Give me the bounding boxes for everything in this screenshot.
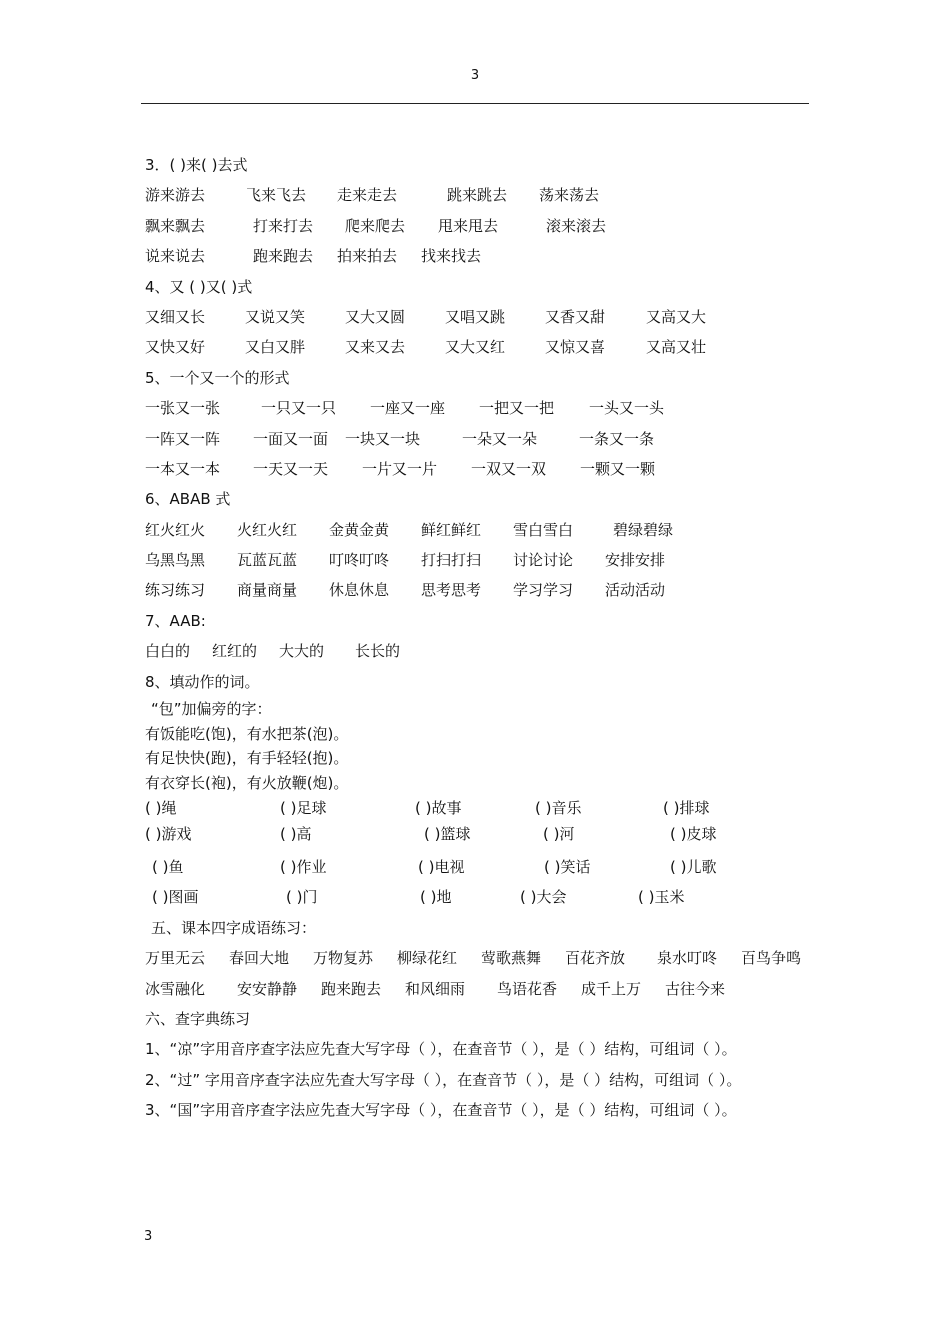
section5-row-3 (145, 454, 825, 484)
idiom: 安安静静 (237, 979, 298, 998)
fill-row-4 (145, 882, 825, 912)
fill-blank: ( )高 (280, 825, 312, 844)
part5-title: 五、课本四字成语练习： (151, 918, 317, 937)
section8-subtitle: “包”加偏旁的字： (151, 700, 272, 719)
word: 鲜红鲜红 (421, 520, 482, 539)
fill-blank: ( )笑话 (544, 858, 591, 877)
section3-row-3 (145, 241, 825, 271)
fill-blank: ( )篮球 (424, 825, 471, 844)
fill-blank: ( )游戏 (145, 825, 192, 844)
fill-blank: ( )作业 (280, 858, 327, 877)
idiom: 跑来跑去 (321, 979, 382, 998)
section3-title: 3．( )来( )去式 (145, 156, 248, 174)
word: 一座又一座 (370, 399, 446, 418)
word: 荡来荡去 (539, 186, 600, 205)
word: 叮咚叮咚 (329, 551, 390, 570)
idiom: 万里无云 (145, 949, 206, 968)
question-3: 3、“国”字用音序查字法应先查大写字母（ ），在查音节（ ），是（ ）结构，可组词（ ）。 (145, 1101, 737, 1120)
section6-title: 6、ABAB 式 (145, 490, 231, 509)
idiom: 和风细雨 (405, 979, 466, 998)
word: 又大又红 (445, 338, 506, 357)
fill-blank: ( )河 (543, 825, 575, 844)
word: 一片又一片 (362, 459, 438, 478)
word: 拍来拍去 (337, 247, 398, 266)
word: 乌黑鸟黑 (145, 551, 206, 570)
word: 说来说去 (145, 247, 206, 266)
word: 又惊又喜 (545, 338, 606, 357)
word: 又高又大 (646, 307, 707, 326)
idiom: 冰雪融化 (145, 979, 206, 998)
word: 又高又壮 (646, 338, 707, 357)
word: 甩来甩去 (438, 216, 499, 235)
word: 碧绿碧绿 (613, 520, 674, 539)
word: 长长的 (355, 642, 401, 661)
section7-title: 7、AAB: (145, 611, 206, 630)
word: 打扫打扫 (421, 551, 482, 570)
word: 一颗又一颗 (580, 459, 656, 478)
idiom: 莺歌燕舞 (481, 949, 542, 968)
word: 爬来爬去 (345, 216, 406, 235)
word: 找来找去 (421, 247, 482, 266)
fill-blank: ( )大会 (520, 888, 567, 907)
word: 飘来飘去 (145, 216, 206, 235)
idiom: 泉水叮咚 (657, 949, 718, 968)
word: 火红火红 (237, 520, 298, 539)
word: 又细又长 (145, 307, 206, 326)
idiom: 成千上万 (581, 979, 642, 998)
fill-blank: ( )地 (420, 888, 452, 907)
word: 又说又笑 (245, 307, 306, 326)
word: 学习学习 (513, 581, 574, 600)
section8-title: 8、填动作的词。 (145, 672, 260, 691)
fill-blank: ( )电视 (418, 858, 465, 877)
idiom: 春回大地 (229, 949, 290, 968)
word: 一条又一条 (579, 429, 655, 448)
word: 大大的 (279, 642, 325, 661)
fill-blank: ( )排球 (663, 799, 710, 818)
fill-row-2 (145, 822, 825, 852)
question-1: 1、“凉”字用音序查字法应先查大写字母（ ），在查音节（ ），是（ ）结构，可组词（ ）。 (145, 1040, 737, 1059)
word: 练习练习 (145, 581, 206, 600)
word: 又白又胖 (245, 338, 306, 357)
fill-blank: ( )故事 (415, 799, 462, 818)
word: 飞来飞去 (246, 186, 307, 205)
section4-title: 4、又 ( )又( )式 (145, 277, 253, 296)
section8-line-1: 有饭能吃(饱)，有水把茶(泡)。 (145, 724, 349, 743)
part6-title: 六、查字典练习 (145, 1009, 251, 1028)
word: 一双又一双 (471, 459, 547, 478)
word: 休息休息 (329, 581, 390, 600)
word: 又来又去 (345, 338, 406, 357)
section5-row-2 (145, 424, 825, 454)
document-body (145, 150, 825, 1126)
word: 一块又一块 (345, 429, 421, 448)
fill-blank: ( )鱼 (152, 858, 184, 877)
idiom: 万物复苏 (313, 949, 374, 968)
fill-blank: ( )门 (286, 888, 318, 907)
page-number-bottom: 3 (144, 1229, 153, 1244)
section6-row-1 (145, 515, 825, 545)
word: 走来走去 (337, 186, 398, 205)
section5-row-1 (145, 393, 825, 423)
word: 又香又甜 (545, 307, 606, 326)
word: 红火红火 (145, 520, 206, 539)
word: 一只又一只 (261, 399, 337, 418)
section3-row-1 (145, 180, 825, 210)
section4-row-2 (145, 332, 825, 362)
fill-blank: ( )音乐 (535, 799, 582, 818)
header-rule (141, 103, 809, 104)
fill-row-3 (145, 852, 825, 882)
section7-row-1 (145, 636, 825, 666)
fill-blank: ( )足球 (280, 799, 327, 818)
word: 滚来滚去 (546, 216, 607, 235)
word: 白白的 (145, 642, 191, 661)
question-2: 2、“过” 字用音序查字法应先查大写字母（ ），在查音节（ ），是（ ）结构，可组词（ ）。 (145, 1070, 742, 1089)
word: 跑来跑去 (253, 247, 314, 266)
word: 又大又圆 (345, 307, 406, 326)
fill-blank: ( )皮球 (670, 825, 717, 844)
word: 又快又好 (145, 338, 206, 357)
word: 一把又一把 (479, 399, 555, 418)
word: 游来游去 (145, 186, 206, 205)
idiom: 柳绿花红 (397, 949, 458, 968)
section5-title: 5、一个又一个的形式 (145, 368, 290, 387)
idiom: 鸟语花香 (497, 979, 558, 998)
word: 活动活动 (605, 581, 666, 600)
section3-row-2 (145, 211, 825, 241)
word: 又唱又跳 (445, 307, 506, 326)
word: 一阵又一阵 (145, 429, 221, 448)
word: 一头又一头 (589, 399, 665, 418)
page-number-top: 3 (470, 68, 480, 83)
fill-blank: ( )绳 (145, 799, 177, 818)
word: 安排安排 (605, 551, 666, 570)
word: 一朵又一朵 (462, 429, 538, 448)
section8-line-2: 有足快快(跑)，有手轻轻(抱)。 (145, 749, 349, 768)
fill-blank: ( )玉米 (638, 888, 685, 907)
part5-row-2 (145, 974, 825, 1004)
word: 瓦蓝瓦蓝 (237, 551, 298, 570)
section4-row-1 (145, 302, 825, 332)
fill-blank: ( )图画 (152, 888, 199, 907)
idiom: 古往今来 (665, 979, 726, 998)
word: 雪白雪白 (513, 520, 574, 539)
idiom: 百鸟争鸣 (741, 949, 802, 968)
word: 商量商量 (237, 581, 298, 600)
fill-row-1 (145, 795, 825, 822)
word: 一张又一张 (145, 399, 221, 418)
word: 讨论讨论 (513, 551, 574, 570)
section6-row-2 (145, 545, 825, 575)
section8-line-3: 有衣穿长(袍)，有火放鞭(炮)。 (145, 773, 349, 792)
word: 思考思考 (421, 581, 482, 600)
word: 一天又一天 (253, 459, 329, 478)
word: 一本又一本 (145, 459, 221, 478)
idiom: 百花齐放 (565, 949, 626, 968)
part5-row-1 (145, 943, 825, 973)
word: 打来打去 (253, 216, 314, 235)
word: 红红的 (212, 642, 258, 661)
fill-blank: ( )儿歌 (670, 858, 717, 877)
word: 一面又一面 (253, 429, 329, 448)
section6-row-3 (145, 575, 825, 605)
word: 金黄金黄 (329, 520, 390, 539)
word: 跳来跳去 (447, 186, 508, 205)
